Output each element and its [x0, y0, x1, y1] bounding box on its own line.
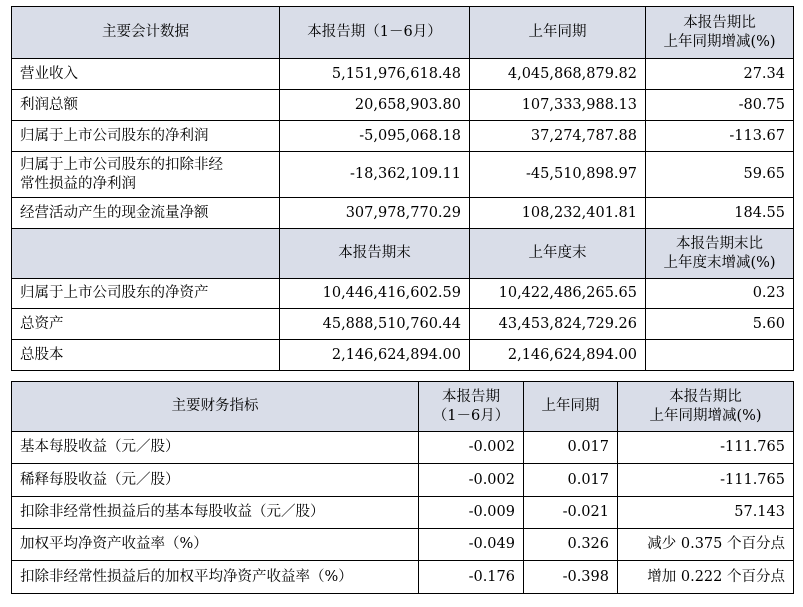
current-value: 20,658,903.80: [280, 90, 470, 121]
table-row: [12, 198, 794, 229]
table-row: [12, 121, 794, 152]
row-label-line1: 归属于上市公司股东的扣除非经: [20, 156, 223, 173]
header-current-period: [419, 382, 524, 432]
prior-value: 0.017: [524, 464, 618, 497]
change-value: -111.765: [618, 432, 794, 464]
header-change-line1: 本报告期比: [683, 14, 756, 31]
current-value: -0.002: [419, 464, 524, 497]
prior-value: -45,510,898.97: [470, 152, 646, 198]
header-prior-year-end: 上年度末: [470, 229, 646, 279]
change-value: -111.765: [618, 464, 794, 497]
current-value: -0.049: [419, 529, 524, 561]
table-row: [12, 59, 794, 90]
row-label: 营业收入: [12, 59, 280, 90]
row-label: [12, 152, 280, 198]
header-change: [646, 7, 794, 59]
prior-value: 10,422,486,265.65: [470, 279, 646, 309]
header-current-period: 本报告期（1－6月）: [280, 7, 470, 59]
prior-value: 0.326: [524, 529, 618, 561]
change-value: -80.75: [646, 90, 794, 121]
row-label: 归属于上市公司股东的净利润: [12, 121, 280, 152]
prior-value: 4,045,868,879.82: [470, 59, 646, 90]
prior-value: 2,146,624,894.00: [470, 340, 646, 371]
current-value: -18,362,109.11: [280, 152, 470, 198]
header-change-line2: 上年同期增减(%): [649, 407, 762, 424]
header-change-end-line1: 本报告期末比: [676, 235, 763, 252]
current-value: -0.176: [419, 561, 524, 594]
header-indicator: 主要财务指标: [12, 382, 419, 432]
table-row: [12, 152, 794, 198]
change-value: -113.67: [646, 121, 794, 152]
header-change-line2: 上年同期增减(%): [663, 33, 776, 50]
current-value: -0.009: [419, 497, 524, 529]
change-value: 0.23: [646, 279, 794, 309]
row-label: 利润总额: [12, 90, 280, 121]
row-label: 扣除非经常性损益后的加权平均净资产收益率（%）: [12, 561, 419, 594]
row-label: 总资产: [12, 309, 280, 340]
accounting-data-table: [11, 6, 794, 371]
table-row: [12, 309, 794, 340]
change-value: [646, 340, 794, 371]
current-value: 2,146,624,894.00: [280, 340, 470, 371]
current-value: 5,151,976,618.48: [280, 59, 470, 90]
row-label: 归属于上市公司股东的净资产: [12, 279, 280, 309]
current-value: 45,888,510,760.44: [280, 309, 470, 340]
prior-value: 43,453,824,729.26: [470, 309, 646, 340]
change-value: 减少 0.375 个百分点: [618, 529, 794, 561]
table-row: [12, 529, 794, 561]
header-prior-period: 上年同期: [470, 7, 646, 59]
prior-value: 108,232,401.81: [470, 198, 646, 229]
change-value: 27.34: [646, 59, 794, 90]
table-row: [12, 464, 794, 497]
prior-value: 37,274,787.88: [470, 121, 646, 152]
header-item: 主要会计数据: [12, 7, 280, 59]
table-row: [12, 432, 794, 464]
row-label-line2: 常性损益的净利润: [20, 175, 136, 192]
table-row: [12, 340, 794, 371]
change-value: 增加 0.222 个百分点: [618, 561, 794, 594]
header-current-line1: 本报告期: [442, 388, 500, 405]
prior-value: -0.398: [524, 561, 618, 594]
change-value: 59.65: [646, 152, 794, 198]
table-row: [12, 90, 794, 121]
header-change-end-line2: 上年度末增减(%): [663, 254, 776, 271]
row-label: 总股本: [12, 340, 280, 371]
header-change-line1: 本报告期比: [669, 388, 742, 405]
table-row: [12, 561, 794, 594]
change-value: 5.60: [646, 309, 794, 340]
header-change: [618, 382, 794, 432]
table-row: [12, 497, 794, 529]
table-subheader-row: [12, 229, 794, 279]
current-value: 307,978,770.29: [280, 198, 470, 229]
header-current-line2: （1－6月）: [432, 407, 510, 424]
header-prior-period: 上年同期: [524, 382, 618, 432]
row-label: 加权平均净资产收益率（%）: [12, 529, 419, 561]
change-value: 184.55: [646, 198, 794, 229]
prior-value: 0.017: [524, 432, 618, 464]
financial-indicators-table: [11, 381, 794, 594]
header-period-end: 本报告期末: [280, 229, 470, 279]
change-value: 57.143: [618, 497, 794, 529]
table-row: [12, 279, 794, 309]
row-label: 基本每股收益（元／股）: [12, 432, 419, 464]
table-header-row: [12, 7, 794, 59]
prior-value: -0.021: [524, 497, 618, 529]
current-value: -5,095,068.18: [280, 121, 470, 152]
current-value: -0.002: [419, 432, 524, 464]
prior-value: 107,333,988.13: [470, 90, 646, 121]
table-header-row: [12, 382, 794, 432]
row-label: 经营活动产生的现金流量净额: [12, 198, 280, 229]
current-value: 10,446,416,602.59: [280, 279, 470, 309]
row-label: 扣除非经常性损益后的基本每股收益（元／股）: [12, 497, 419, 529]
header-change-end: [646, 229, 794, 279]
header-blank: [12, 229, 280, 279]
row-label: 稀释每股收益（元／股）: [12, 464, 419, 497]
